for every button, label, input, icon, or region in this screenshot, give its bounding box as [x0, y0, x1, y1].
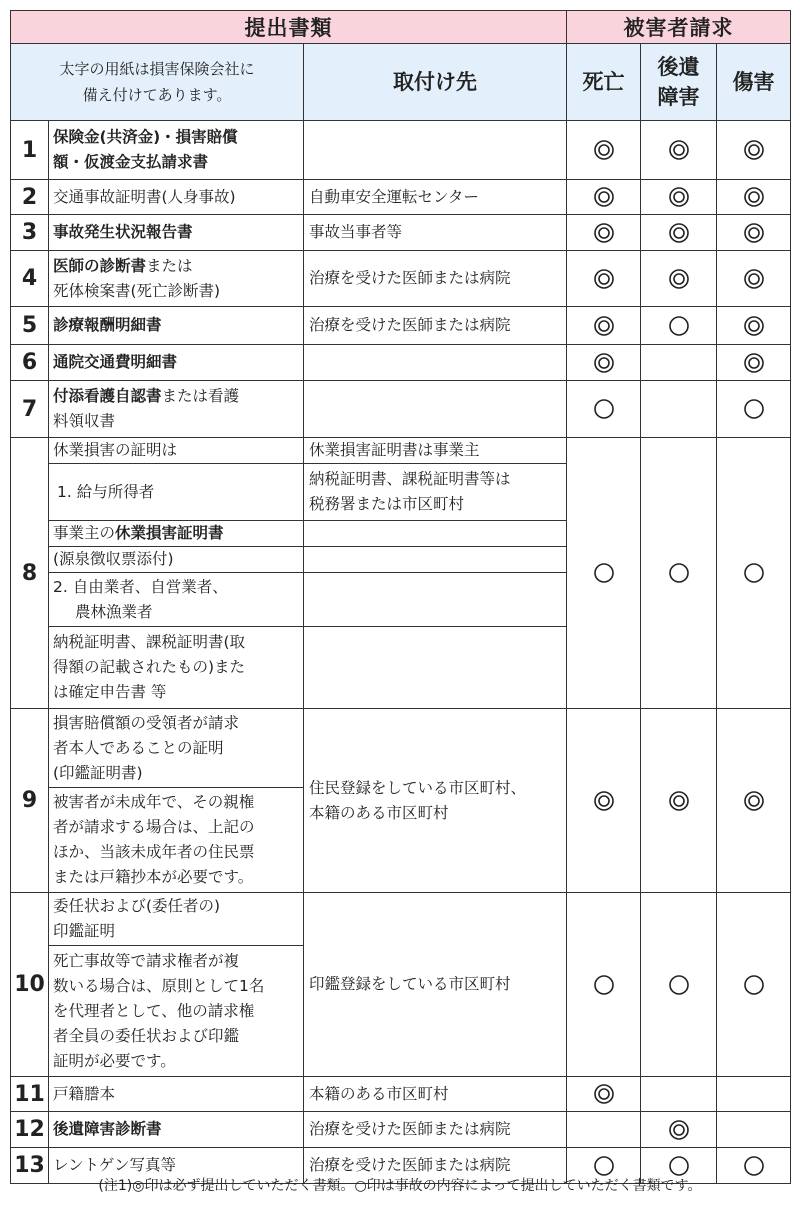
- row-number: 7: [11, 381, 49, 438]
- document-name: 休業損害の証明は: [49, 438, 304, 464]
- double-circle-mark: [594, 223, 614, 243]
- destination-line: 住民登録をしている市区町村、: [309, 778, 527, 797]
- destination-line: 税務署または市区町村: [309, 495, 465, 513]
- double-circle-mark: [594, 187, 614, 207]
- circle-mark: [594, 1156, 614, 1176]
- death-mark-cell: [567, 345, 641, 381]
- documents-table: [10, 10, 791, 1184]
- document-name-text: を代理者として、他の請求権: [53, 1001, 255, 1020]
- death-mark-cell: [567, 251, 641, 307]
- circle-mark: [744, 399, 764, 419]
- document-name: [49, 180, 304, 215]
- document-name-text: 被害者が未成年で、その親権: [53, 793, 255, 811]
- double-circle-mark: [594, 140, 614, 160]
- document-name-text: 交通事故証明書(人身事故): [53, 187, 236, 206]
- document-name: [49, 121, 304, 180]
- document-name-text: または戸籍抄本が必要です。: [53, 868, 254, 886]
- double-circle-mark: [669, 1120, 689, 1140]
- double-circle-mark: [669, 269, 689, 289]
- residual-mark-cell: [641, 893, 717, 1077]
- destination: [304, 627, 567, 709]
- destination: 治療を受けた医師または病院: [304, 307, 567, 345]
- destination-line: 納税証明書、課税証明書等は: [309, 470, 511, 488]
- row-number: 5: [11, 307, 49, 345]
- header-row-2: [11, 44, 791, 121]
- table-row: [11, 381, 791, 438]
- document-name: (源泉徴収票添付): [49, 547, 304, 573]
- double-circle-mark: [744, 140, 764, 160]
- document-name-text: 証明が必要です。: [53, 1051, 176, 1070]
- table-row: [11, 345, 791, 381]
- death-mark-cell: [567, 1077, 641, 1112]
- circle-mark: [594, 563, 614, 583]
- document-name-text: 委任状および(委任者の): [53, 897, 221, 915]
- destination: 自動車安全運転センター: [304, 180, 567, 215]
- table-row: [11, 180, 791, 215]
- circle-mark: [594, 975, 614, 995]
- row-number: 3: [11, 215, 49, 251]
- destination-line: 本籍のある市区町村: [309, 803, 449, 822]
- double-circle-mark: [669, 140, 689, 160]
- table-row-10: [11, 893, 791, 946]
- injury-mark-cell: [717, 215, 791, 251]
- header-row-1: [11, 11, 791, 44]
- document-name: [49, 627, 304, 709]
- injury-mark-cell: [717, 180, 791, 215]
- double-circle-mark: [669, 187, 689, 207]
- destination: 治療を受けた医師または病院: [304, 1112, 567, 1148]
- residual-mark-cell: [641, 709, 717, 893]
- double-circle-mark: [744, 187, 764, 207]
- row-number: 9: [11, 709, 49, 893]
- row-number: 2: [11, 180, 49, 215]
- document-name: [49, 464, 304, 521]
- document-name: [49, 307, 304, 345]
- row-number: 4: [11, 251, 49, 307]
- destination: 本籍のある市区町村: [304, 1077, 567, 1112]
- document-name: [49, 1077, 304, 1112]
- destination: [304, 121, 567, 180]
- document-name-bold: 後遺障害診断書: [53, 1120, 162, 1138]
- document-name-text: 者全員の委任状および印鑑: [53, 1026, 240, 1045]
- document-name-text: 得額の記載されたもの)また: [53, 658, 246, 676]
- row-number: 11: [11, 1077, 49, 1112]
- row-number: 13: [11, 1148, 49, 1184]
- destination: 治療を受けた医師または病院: [304, 251, 567, 307]
- destination: 事故当事者等: [304, 215, 567, 251]
- document-name-text: 1. 給与所得者: [57, 482, 155, 501]
- document-name: [49, 788, 304, 893]
- col-death: 死亡: [567, 44, 641, 121]
- document-name-bold: 事故発生状況報告書: [53, 223, 193, 241]
- injury-mark-cell: [717, 709, 791, 893]
- destination: [304, 573, 567, 627]
- residual-mark-cell: [641, 1112, 717, 1148]
- header-note: [11, 44, 304, 121]
- document-name: [49, 573, 304, 627]
- col-injury: 傷害: [717, 44, 791, 121]
- document-name: [49, 1112, 304, 1148]
- document-name-text: 死体検案書(死亡診断書): [53, 281, 221, 300]
- injury-mark-cell: [717, 1077, 791, 1112]
- document-name-bold: 付添看護自認書: [53, 387, 162, 405]
- document-name: [49, 521, 304, 547]
- footnote: (注1)◎印は必ず提出していただく書類。○印は事故の内容によって提出していただく書類です。: [98, 1178, 702, 1194]
- header-note-line: 備え付けてあります。: [82, 86, 232, 104]
- residual-mark-cell: [641, 121, 717, 180]
- destination: 休業損害証明書は事業主: [304, 438, 567, 464]
- document-name-text: レントゲン写真等: [53, 1156, 176, 1174]
- table-row-9: [11, 709, 791, 788]
- row-number: 10: [11, 893, 49, 1077]
- document-name: [49, 709, 304, 788]
- injury-mark-cell: [717, 381, 791, 438]
- document-name-bold: 医師の診断書: [53, 256, 147, 275]
- col-residual-line: 障害: [657, 85, 700, 109]
- row-number: 12: [11, 1112, 49, 1148]
- table-row: [11, 1077, 791, 1112]
- row-number: 1: [11, 121, 49, 180]
- table-row: [11, 215, 791, 251]
- document-name-text: または看護: [161, 387, 240, 405]
- residual-mark-cell: [641, 345, 717, 381]
- destination: [304, 521, 567, 547]
- circle-mark: [594, 399, 614, 419]
- document-name: [49, 251, 304, 307]
- injury-mark-cell: [717, 345, 791, 381]
- dest-title: 取付け先: [304, 44, 567, 121]
- death-mark-cell: [567, 438, 641, 709]
- col-residual-line: 後遺: [657, 55, 700, 79]
- double-circle-mark: [744, 223, 764, 243]
- destination: 治療を受けた医師または病院: [304, 1148, 567, 1184]
- double-circle-mark: [594, 353, 614, 373]
- residual-mark-cell: [641, 251, 717, 307]
- destination: [304, 547, 567, 573]
- circle-mark: [669, 316, 689, 336]
- destination: [304, 464, 567, 521]
- residual-mark-cell: [641, 180, 717, 215]
- death-mark-cell: [567, 709, 641, 893]
- document-name-text: 納税証明書、課税証明書(取: [53, 633, 246, 651]
- death-mark-cell: [567, 121, 641, 180]
- double-circle-mark: [669, 223, 689, 243]
- table-row: [11, 251, 791, 307]
- document-name-text: ほか、当該未成年者の住民票: [53, 843, 255, 861]
- document-name-text: (印鑑証明書): [53, 763, 143, 782]
- double-circle-mark: [744, 353, 764, 373]
- injury-mark-cell: [717, 251, 791, 307]
- circle-mark: [744, 563, 764, 583]
- double-circle-mark: [744, 316, 764, 336]
- document-name-text: 死亡事故等で請求権者が複: [53, 951, 240, 970]
- claim-title: 被害者請求: [567, 11, 791, 44]
- circle-mark: [744, 1156, 764, 1176]
- death-mark-cell: [567, 215, 641, 251]
- death-mark-cell: [567, 180, 641, 215]
- document-name-bold: 通院交通費明細書: [53, 353, 178, 371]
- injury-mark-cell: [717, 307, 791, 345]
- document-name-text: 数いる場合は、原則として1名: [53, 976, 265, 995]
- destination: [304, 709, 567, 893]
- documents-table-container: [10, 10, 791, 1184]
- document-name-text: 2. 自由業者、自営業者、: [53, 577, 228, 596]
- row-number: 6: [11, 345, 49, 381]
- death-mark-cell: [567, 893, 641, 1077]
- death-mark-cell: [567, 307, 641, 345]
- document-name: [49, 893, 304, 946]
- death-mark-cell: [567, 381, 641, 438]
- residual-mark-cell: [641, 381, 717, 438]
- document-name-text: 事業主の: [53, 524, 116, 542]
- document-name-bold: 診療報酬明細書: [53, 316, 162, 334]
- double-circle-mark: [744, 791, 764, 811]
- injury-mark-cell: [717, 893, 791, 1077]
- double-circle-mark: [594, 791, 614, 811]
- double-circle-mark: [744, 269, 764, 289]
- residual-mark-cell: [641, 307, 717, 345]
- death-mark-cell: [567, 1112, 641, 1148]
- row-number: 8: [11, 438, 49, 709]
- residual-mark-cell: [641, 215, 717, 251]
- destination: [304, 381, 567, 438]
- document-name-bold: 休業損害証明書: [115, 524, 224, 542]
- injury-mark-cell: [717, 121, 791, 180]
- document-name-text: 戸籍謄本: [53, 1084, 116, 1103]
- document-name-text: または: [146, 256, 193, 275]
- document-name-text: 料領収書: [53, 412, 116, 430]
- document-name-bold: 額・仮渡金支払請求書: [53, 153, 209, 171]
- document-name-text: 者本人であることの証明: [53, 738, 224, 757]
- table-row-8: [11, 438, 791, 464]
- table-row: [11, 121, 791, 180]
- double-circle-mark: [669, 791, 689, 811]
- residual-mark-cell: [641, 1077, 717, 1112]
- document-name-text: 農林漁業者: [75, 602, 153, 621]
- circle-mark: [669, 563, 689, 583]
- table-row: [11, 1112, 791, 1148]
- residual-mark-cell: [641, 438, 717, 709]
- circle-mark: [669, 1156, 689, 1176]
- table-row: [11, 307, 791, 345]
- header-note-line: 太字の用紙は損害保険会社に: [59, 60, 255, 78]
- double-circle-mark: [594, 1084, 614, 1104]
- injury-mark-cell: [717, 1112, 791, 1148]
- document-name: [49, 381, 304, 438]
- document-name: [49, 946, 304, 1077]
- document-name-text: は確定申告書 等: [53, 683, 167, 701]
- double-circle-mark: [594, 316, 614, 336]
- destination: [304, 345, 567, 381]
- double-circle-mark: [594, 269, 614, 289]
- document-name: [49, 345, 304, 381]
- circle-mark: [669, 975, 689, 995]
- circle-mark: [744, 975, 764, 995]
- col-residual: [641, 44, 717, 121]
- document-name-text: 損害賠償額の受領者が請求: [53, 713, 240, 732]
- document-name-text: 者が請求する場合は、上記の: [53, 818, 255, 836]
- document-name: [49, 215, 304, 251]
- destination: 印鑑登録をしている市区町村: [304, 893, 567, 1077]
- document-name-text: 印鑑証明: [53, 922, 116, 940]
- injury-mark-cell: [717, 438, 791, 709]
- document-name-bold: 保険金(共済金)・損害賠償: [53, 128, 238, 146]
- docs-title: 提出書類: [11, 11, 567, 44]
